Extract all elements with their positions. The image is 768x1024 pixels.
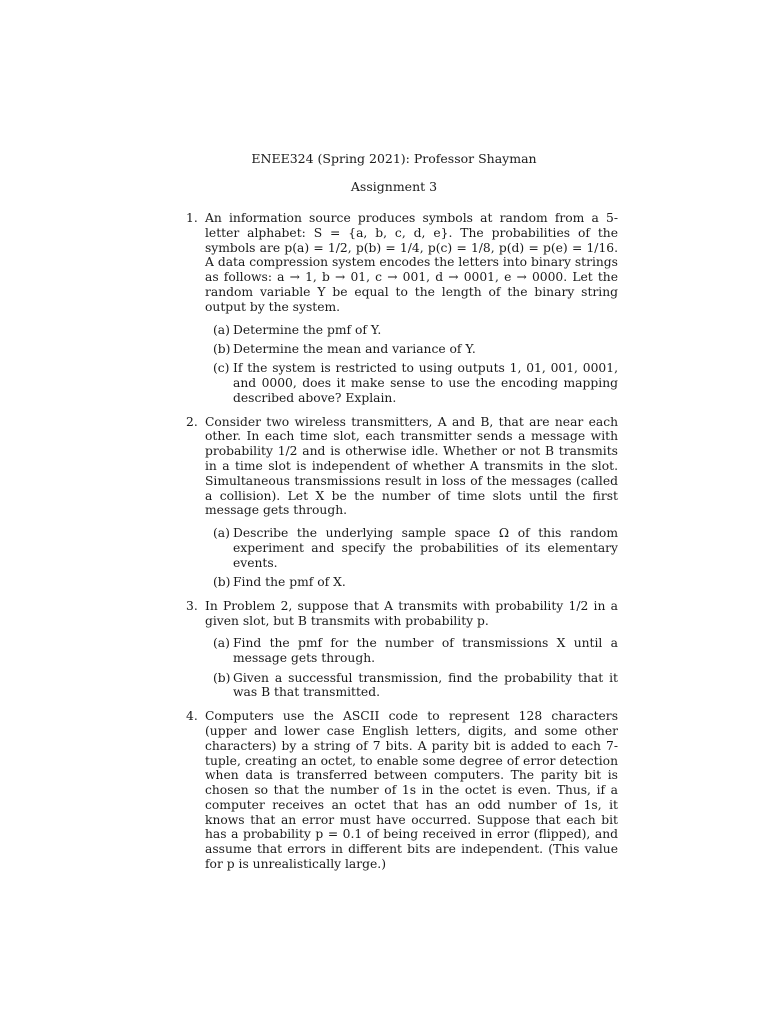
problem-part — [213, 526, 618, 570]
problem-number: 4. — [186, 709, 198, 724]
problem-2 — [186, 415, 618, 590]
problem-part — [213, 361, 618, 405]
part-label: (a) — [213, 636, 230, 651]
assignment-subtitle: Assignment 3 — [350, 179, 438, 194]
problem-text: An information source produces symbols at random from a 5-letter alphabet: S = {a, b, c, d, e}. The probabilities of the symbols are p(a) = 1/2, p(b) = 1/4, p(c) = 1/8, p(d) = p(e) = 1/16. A data compression system encodes the letters into binary strings as follows: a → 1, b → 01, c → 001, d → 0001, e → 0000. Let the random variable Y be equal to the length of the binary string output by the system. — [205, 211, 618, 314]
part-text: Find the pmf for the number of transmissions X until a message gets through. — [233, 636, 618, 666]
problem-part — [213, 671, 618, 701]
problem-list — [186, 211, 618, 881]
part-label: (b) — [213, 670, 231, 685]
part-text: Given a successful transmission, find the probability that it was B that transmitted. — [233, 670, 618, 700]
part-label: (b) — [213, 341, 231, 356]
part-label: (c) — [213, 361, 230, 376]
part-text: Find the pmf of X. — [233, 575, 346, 590]
problem-parts — [205, 323, 618, 406]
problem-parts — [205, 526, 618, 590]
problem-number: 3. — [186, 598, 198, 613]
problem-parts — [205, 636, 618, 700]
problem-3 — [186, 599, 618, 700]
part-label: (b) — [213, 575, 231, 590]
problem-text: Computers use the ASCII code to represent 128 characters (upper and lower case English letters, digits, and some other characters) by a string of 7 bits. A parity bit is added to each 7-tuple, creating an octet, to enable some degree of error detection when data is transferred between computers. The parity bit is chosen so that the number of 1s in the octet is even. Thus, if a computer receives an octet that has an odd number of 1s, it knows that an error must have occurred. Suppose that each bit has a probability p = 0.1 of being received in error (flipped), and assume that errors in different bits are independent. (This value for p is unrealistically large.) — [205, 709, 618, 872]
problem-1 — [186, 211, 618, 406]
problem-number: 2. — [186, 414, 198, 429]
document-header — [0, 150, 768, 196]
part-text: Determine the pmf of Y. — [233, 322, 382, 337]
part-text: Describe the underlying sample space Ω of this random experiment and specify the probabilities of its elementary events. — [233, 526, 618, 570]
part-text: Determine the mean and variance of Y. — [233, 341, 476, 356]
problem-text: Consider two wireless transmitters, A and B, that are near each other. In each time slot, each transmitter sends a message with probability 1/2 and is otherwise idle. Whether or not B transmits in a time slot is independent of whether A transmits in the slot. Simultaneous transmissions result in loss of the messages (called a collision). Let X be the number of time slots until the first message gets through. — [205, 414, 618, 518]
problem-text: In Problem 2, suppose that A transmits with probability 1/2 in a given slot, but B transmits with probability p. — [205, 598, 618, 628]
problem-part — [213, 323, 618, 338]
problem-4 — [186, 709, 618, 872]
problem-number: 1. — [186, 211, 198, 225]
part-label: (a) — [213, 322, 230, 337]
problem-part — [213, 636, 618, 666]
part-label: (a) — [213, 526, 230, 541]
document-title: ENEE324 (Spring 2021): Professor Shayman — [251, 151, 537, 166]
part-text: If the system is restricted to using outputs 1, 01, 001, 0001, and 0000, does it make sense to use the encoding mapping described above? Explain. — [233, 361, 618, 405]
problem-part — [213, 342, 618, 357]
problem-part — [213, 575, 618, 590]
